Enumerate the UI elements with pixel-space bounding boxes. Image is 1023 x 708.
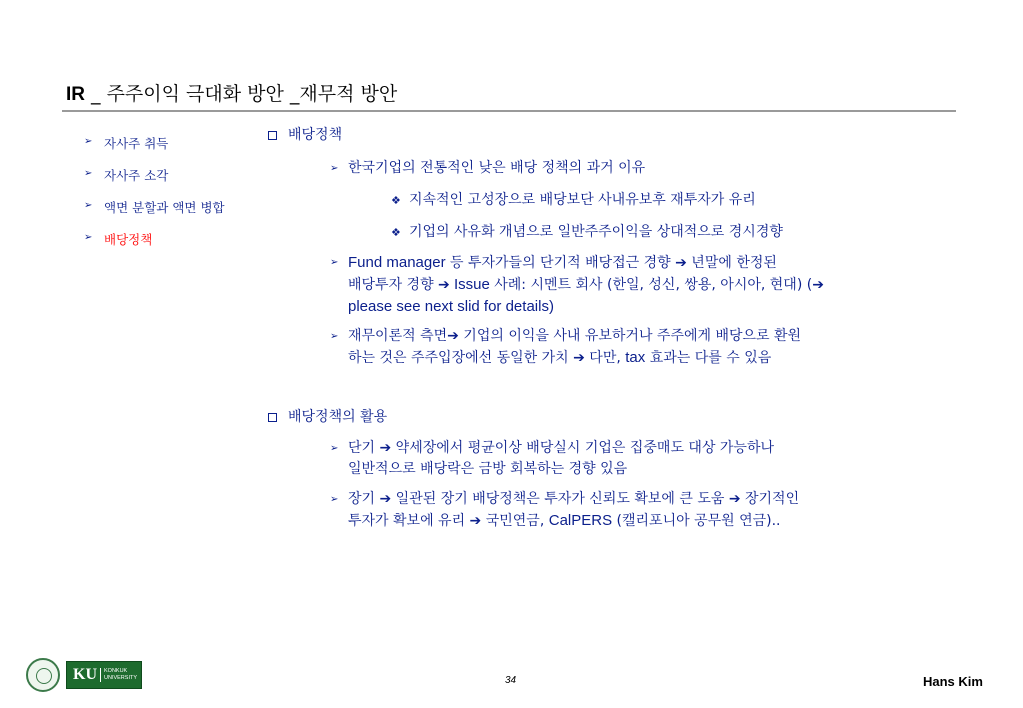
diamond-bullet-icon: ❖ bbox=[391, 226, 401, 239]
arrow-icon: ➔ bbox=[379, 440, 392, 456]
list-item: ❖ 기업의 사유화 개념으로 일반주주이익을 상대적으로 경시경향 bbox=[391, 222, 988, 243]
arrow-icon: ➔ bbox=[469, 513, 482, 529]
sidebar-item-treasury-acquisition[interactable]: ➢ 자사주 취득 bbox=[84, 136, 169, 151]
bullet-icon: ➢ bbox=[84, 136, 93, 147]
konkuk-university-logo: KU KONKUK UNIVERSITY bbox=[66, 661, 142, 689]
list-item: ➢ 장기 ➔ 일관된 장기 배당정책은 투자가 신뢰도 확보에 큰 도움 ➔ 장기적인 투자가 확보에 유리 ➔ 국민연금, CalPERS (캘리포니아 공무원 연금).. bbox=[330, 491, 800, 529]
arrow-icon: ➔ bbox=[812, 277, 824, 293]
author-name: Hans Kim bbox=[923, 674, 983, 689]
title-ir: IR bbox=[66, 84, 85, 105]
square-bullet-icon bbox=[268, 413, 277, 422]
page-title bbox=[66, 79, 397, 106]
sidebar-item-split-merge[interactable]: ➢ 액면 분할과 액면 병합 bbox=[84, 200, 225, 215]
arrow-icon: ➔ bbox=[675, 255, 687, 271]
list-item: ➢ 한국기업의 전통적인 낮은 배당 정책의 과거 이유 bbox=[330, 158, 950, 179]
bullet-icon: ➢ bbox=[330, 331, 339, 342]
bullet-icon: ➢ bbox=[330, 443, 339, 454]
bullet-icon: ➢ bbox=[84, 168, 93, 179]
list-item: ➢ Fund manager 등 투자가들의 단기적 배당접근 경향 ➔ 년말에 한정된 배당투자 경향 ➔ Issue 사례: 시멘트 회사 (한일, 성신, 쌍용, 아시아, 현대) (➔ please see next slid for details) bbox=[330, 254, 824, 315]
bullet-icon: ➢ bbox=[330, 257, 339, 268]
list-item: ➢ 단기 ➔ 약세장에서 평균이상 배당실시 기업은 집중매도 대상 가능하나 일반적으로 배당락은 금방 회복하는 경향 있음 bbox=[330, 440, 775, 477]
arrow-icon: ➔ bbox=[573, 350, 585, 366]
arrow-icon: ➔ bbox=[447, 328, 459, 344]
arrow-icon: ➔ bbox=[438, 277, 450, 293]
main-content bbox=[268, 125, 988, 532]
square-bullet-icon bbox=[268, 131, 277, 140]
list-item: ➢ 재무이론적 측면➔ 기업의 이익을 사내 유보하거나 주주에게 배당으로 환원 하는 것은 주주입장에선 동일한 가치 ➔ 다만, tax 효과는 다를 수 있음 bbox=[330, 328, 802, 366]
title-divider bbox=[62, 110, 956, 112]
list-item: ❖ 지속적인 고성장으로 배당보단 사내유보후 재투자가 유리 bbox=[391, 190, 988, 211]
bullet-icon: ➢ bbox=[330, 163, 339, 174]
section-heading: 배당정책의 활용 bbox=[268, 407, 988, 428]
bullet-icon: ➢ bbox=[84, 232, 93, 243]
sidebar-item-dividend-policy[interactable]: ➢ 배당정책 bbox=[84, 232, 153, 247]
page-number: 34 bbox=[505, 675, 517, 686]
bullet-icon: ➢ bbox=[330, 494, 339, 505]
title-text: _ 주주이익 극대화 방안 _재무적 방안 bbox=[85, 83, 398, 105]
diamond-bullet-icon: ❖ bbox=[391, 194, 401, 207]
arrow-icon: ➔ bbox=[728, 491, 741, 507]
university-seal-logo bbox=[26, 658, 60, 692]
sidebar-nav bbox=[84, 134, 225, 262]
sidebar-item-treasury-retirement[interactable]: ➢ 자사주 소각 bbox=[84, 168, 169, 183]
bullet-icon: ➢ bbox=[84, 200, 93, 211]
arrow-icon: ➔ bbox=[379, 491, 392, 507]
section-heading: 배당정책 bbox=[268, 125, 988, 146]
